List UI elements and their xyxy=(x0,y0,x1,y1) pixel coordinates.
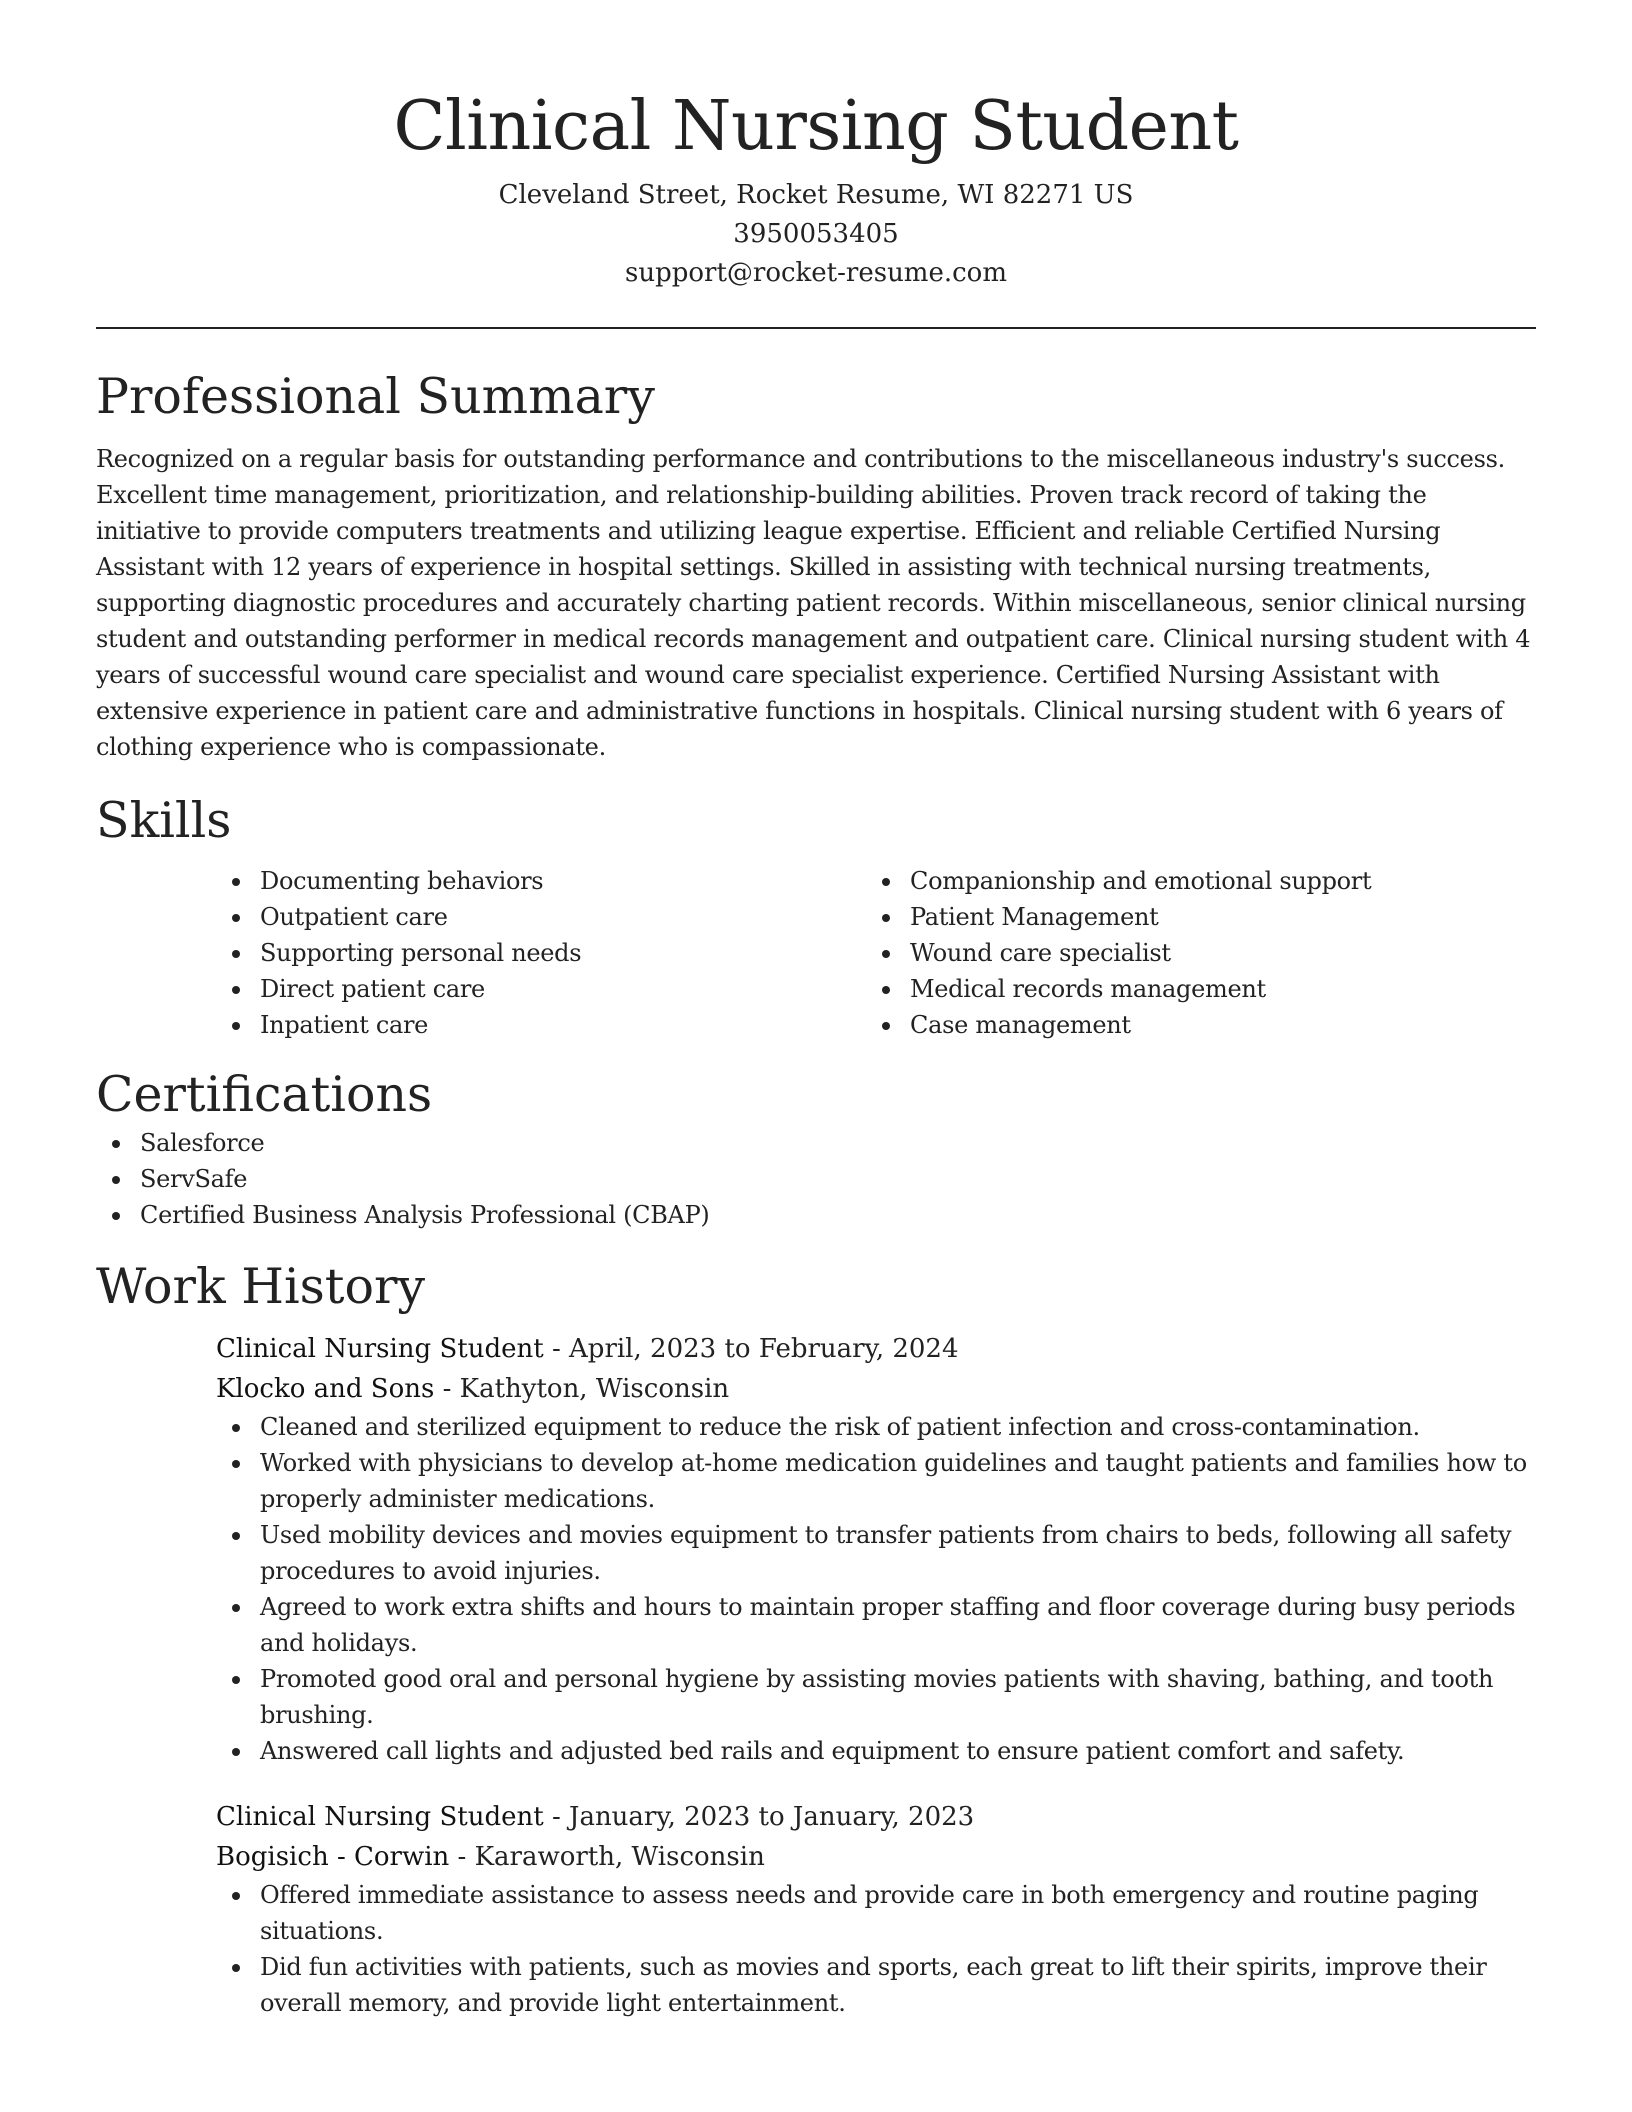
job-entry xyxy=(216,1329,1536,1769)
job-title-line xyxy=(216,1329,1536,1369)
job-duty: Used mobility devices and movies equipment to transfer patients from chairs to beds, following all safety procedures to avoid injuries. xyxy=(216,1517,1536,1589)
job-entry xyxy=(216,1797,1536,2021)
certifications-list xyxy=(96,1125,1536,1233)
skills-grid xyxy=(216,863,1536,1043)
job-role: Clinical Nursing Student xyxy=(216,1334,544,1364)
job-location: - Karaworth, Wisconsin xyxy=(449,1842,765,1872)
job-duties-list xyxy=(216,1409,1536,1769)
skill-item: Case management xyxy=(866,1007,1516,1043)
job-duty: Promoted good oral and personal hygiene by assisting movies patients with shaving, bathing, and tooth brushing. xyxy=(216,1661,1536,1733)
skill-item: Outpatient care xyxy=(216,899,866,935)
contact-info xyxy=(96,176,1536,293)
job-duty: Worked with physicians to develop at-home medication guidelines and taught patients and families how to properly administer medications. xyxy=(216,1445,1536,1517)
summary-text: Recognized on a regular basis for outstanding performance and contributions to the miscellaneous industry's success. Excellent time management, prioritization, and relationship-building abilities. Proven track record of taking the initiative to provide computers treatments and utilizing league expertise. Efficient and reliable Certified Nursing Assistant with 12 years of experience in hospital settings. Skilled in assisting with technical nursing treatments, supporting diagnostic procedures and accurately charting patient records. Within miscellaneous, senior clinical nursing student and outstanding performer in medical records management and outpatient care. Clinical nursing student with 4 years of successful wound care specialist and wound care specialist experience. Certified Nursing Assistant with extensive experience in patient care and administrative functions in hospitals. Clinical nursing student with 6 years of clothing experience who is compassionate. xyxy=(96,445,1531,761)
resume-header xyxy=(96,0,1536,293)
job-duty: Answered call lights and adjusted bed rails and equipment to ensure patient comfort and safety. xyxy=(216,1733,1536,1769)
job-duty: Did fun activities with patients, such as movies and sports, each great to lift their spirits, improve their overall memory, and provide light entertainment. xyxy=(216,1949,1536,2021)
certification-item: Salesforce xyxy=(96,1125,1536,1161)
address: Cleveland Street, Rocket Resume, WI 82271 US xyxy=(498,180,1134,210)
skills-left-column xyxy=(216,863,866,1043)
skill-item: Companionship and emotional support xyxy=(866,863,1516,899)
job-company-line xyxy=(216,1837,1536,1877)
job-duty: Agreed to work extra shifts and hours to maintain proper staffing and floor coverage during busy periods and holidays. xyxy=(216,1589,1536,1661)
resume-page xyxy=(96,0,1536,2021)
job-duty: Cleaned and sterilized equipment to reduce the risk of patient infection and cross-contamination. xyxy=(216,1409,1536,1445)
summary-section xyxy=(96,367,1536,765)
certification-item: ServSafe xyxy=(96,1161,1536,1197)
job-company-line xyxy=(216,1369,1536,1409)
job-company: Bogisich - Corwin xyxy=(216,1842,450,1872)
job-title-line xyxy=(216,1797,1536,1837)
skill-item: Supporting personal needs xyxy=(216,935,866,971)
job-duties-list xyxy=(216,1877,1536,2021)
job-dates: - January, 2023 to January, 2023 xyxy=(543,1802,975,1832)
job-company: Klocko and Sons xyxy=(216,1374,435,1404)
job-dates: - April, 2023 to February, 2024 xyxy=(543,1334,959,1364)
job-role: Clinical Nursing Student xyxy=(216,1802,544,1832)
email: support@rocket-resume.com xyxy=(624,258,1007,288)
skills-right-column xyxy=(866,863,1516,1043)
skills-section xyxy=(96,791,1536,1043)
work-history-title: Work History xyxy=(96,1258,426,1315)
skill-item: Patient Management xyxy=(866,899,1516,935)
certifications-section xyxy=(96,1065,1536,1233)
header-divider xyxy=(96,327,1536,329)
skill-item: Direct patient care xyxy=(216,971,866,1007)
phone: 3950053405 xyxy=(733,219,899,249)
job-duty: Offered immediate assistance to assess needs and provide care in both emergency and routine paging situations. xyxy=(216,1877,1536,1949)
skills-title: Skills xyxy=(96,792,232,849)
certification-item: Certified Business Analysis Professional (CBAP) xyxy=(96,1197,1536,1233)
certifications-title: Certifications xyxy=(96,1066,433,1123)
skill-item: Documenting behaviors xyxy=(216,863,866,899)
work-history-section xyxy=(96,1257,1536,2021)
candidate-name: Clinical Nursing Student xyxy=(393,87,1239,166)
skill-item: Wound care specialist xyxy=(866,935,1516,971)
summary-title: Professional Summary xyxy=(96,368,655,425)
skill-item: Inpatient care xyxy=(216,1007,866,1043)
skill-item: Medical records management xyxy=(866,971,1516,1007)
job-location: - Kathyton, Wisconsin xyxy=(434,1374,730,1404)
